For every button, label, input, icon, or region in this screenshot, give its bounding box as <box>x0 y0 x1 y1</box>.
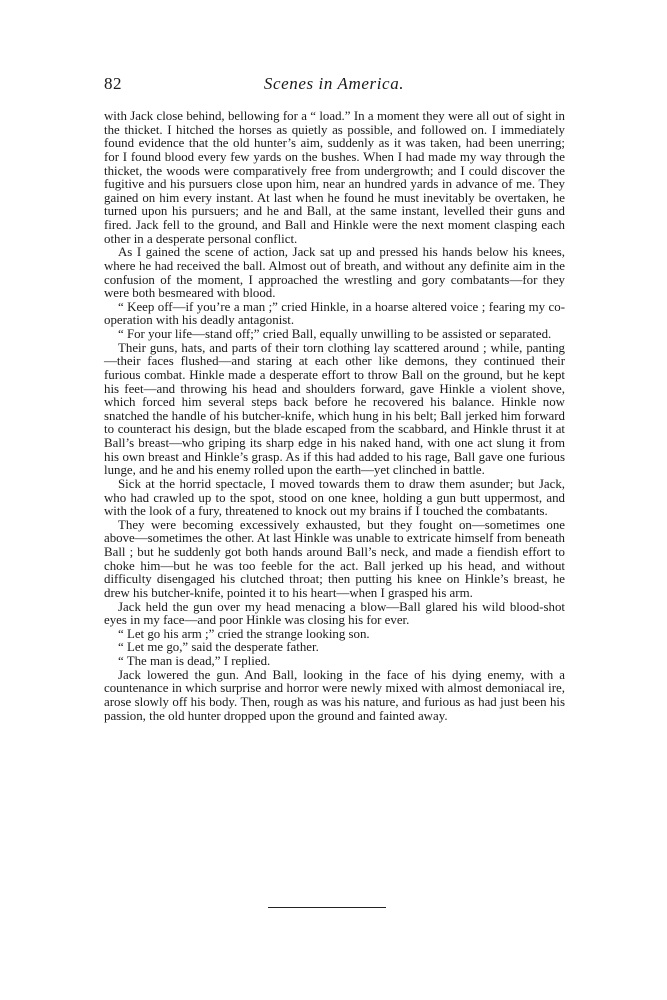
paragraph: They were becoming excessively exhausted, but they fought on—sometimes one above—sometimes the other. At last Hinkle was unable to extricate himself from beneath Ball ; but he suddenly got both hands around Ball’s neck, and made a fiendish effort to choke him—but he was too feeble for the act. Ball jerked up his head, and without difficulty disengaged his clutched throat; then putting his knee on Hinkle’s breast, he drew his butcher-knife, pointed it to his heart—when I grasped his arm. <box>104 517 565 600</box>
page-header <box>102 74 566 102</box>
paragraph: “ For your life—stand off;” cried Ball, equally unwilling to be assisted or separated. <box>118 327 552 341</box>
paragraph: Jack held the gun over my head menacing a blow—Ball glared his wild blood-shot eyes in my face—and poor Hinkle was closing his for ever. <box>104 599 565 628</box>
paragraph: with Jack close behind, bellowing for a “ load.” In a moment they were all out of sight in the thicket. I hitched the horses as quietly as possible, and followed on. I immediately found evidence that the old hunter’s aim, suddenly as it was taken, had been unerring; for I found blood every few yards on the bushes. When I had made my way through the thicket, the woods were comparatively free from undergrowth; and I could discover the fugitive and his pursuers close upon him, near an hundred yards in advance of me. They gained on him every instant. At last when he found he must inevitably be overtaken, he turned upon his pursuers; and he and Ball, at the same instant, levelled their guns and fired. Jack fell to the ground, and Ball and Hinkle were the next moment clasping each other in a desperate personal conflict. <box>104 109 565 246</box>
paragraph: Their guns, hats, and parts of their torn clothing lay scattered around ; while, panting—their faces flushed—and staring at each other like demons, they continued their furious combat. Hinkle made a desperate effort to throw Ball on the ground, but he kept his feet—and throwing his head and shoulders forward, gave Hinkle a violent shove, which forced him several steps back before he recovered his balance. Hinkle now snatched the handle of his butcher-knife, which hung in his belt; Ball jerked him forward to counteract his design, but the blade escaped from the scabbard, and Hinkle thrust it at Ball’s breast—who griping its sharp edge in his naked hand, with one act slung it from his own breast and Hinkle’s grasp. As if this had added to his rage, Ball gave one furious lunge, and he and his enemy rolled upon the earth—yet clinched in battle. <box>104 340 565 478</box>
section-end-rule <box>268 907 386 908</box>
page-number: 82 <box>104 74 122 93</box>
paragraph: As I gained the scene of action, Jack sat up and pressed his hands below his knees, where he had received the ball. Almost out of breath, and without any definite aim in the confusion of the moment, I approached the wrestling and gory combatants—for they were both besmeared with blood. <box>104 245 565 301</box>
paragraph: “ The man is dead,” I replied. <box>118 654 271 668</box>
body-text <box>104 110 565 723</box>
paragraph: “ Let go his arm ;” cried the strange looking son. <box>118 626 370 641</box>
paragraph: Sick at the horrid spectacle, I moved towards them to draw them asunder; but Jack, who had crawled up to the spot, stood on one knee, holding a gun butt uppermost, and with the look of a fury, threatened to knock out my brains if I touched the combatants. <box>104 476 565 519</box>
paragraph: “ Let me go,” said the desperate father. <box>118 640 319 655</box>
running-title: Scenes in America. <box>263 74 405 93</box>
paragraph: “ Keep off—if you’re a man ;” cried Hinkle, in a hoarse altered voice ; fearing my co-operation with his deadly antagonist. <box>104 299 565 328</box>
paragraph: Jack lowered the gun. And Ball, looking in the face of his dying enemy, with a countenance in which surprise and horror were newly mixed with almost demoniacal ire, arose slowly off his body. Then, rough as was his nature, and furious as had just been his passion, the old hunter dropped upon the ground and fainted away. <box>104 667 565 723</box>
